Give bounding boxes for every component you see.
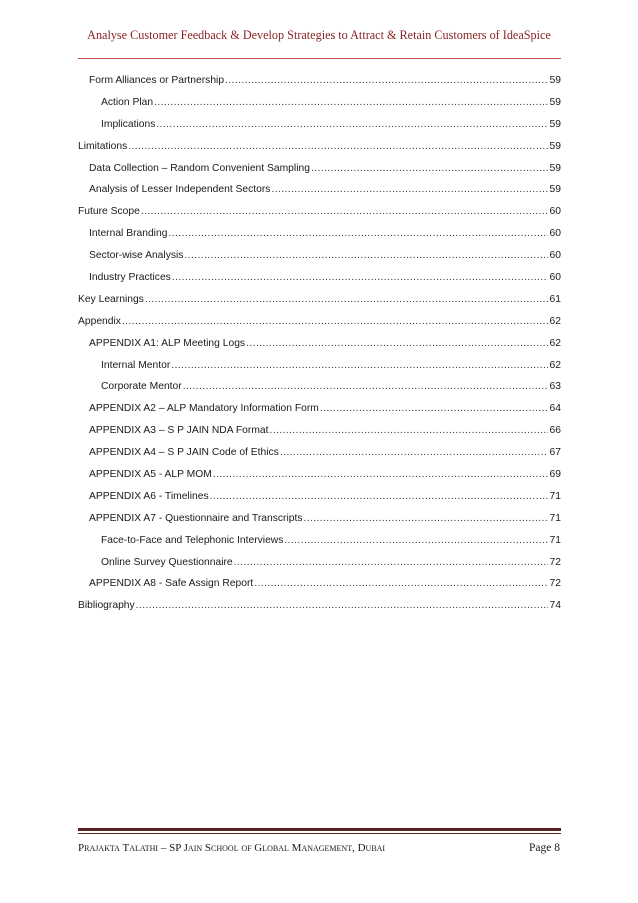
toc-entry-page: 67 (549, 447, 561, 459)
toc-entry[interactable] (78, 250, 561, 272)
toc-entry-page: 59 (549, 75, 561, 86)
toc-entry-page: 60 (549, 206, 561, 218)
toc-entry-title: APPENDIX A3 – S P JAIN NDA Format (89, 425, 269, 437)
toc-entry-page: 69 (549, 469, 561, 481)
toc-entry[interactable] (78, 294, 561, 316)
toc-dot-leader (184, 250, 547, 261)
toc-entry[interactable] (78, 141, 561, 163)
toc-entry-title: Form Alliances or Partnership (89, 75, 225, 86)
toc-entry-title: Analysis of Lesser Independent Sectors (89, 184, 271, 196)
toc-entry-title: Action Plan (101, 96, 154, 108)
toc-dot-leader (225, 75, 547, 86)
toc-entry-page: 72 (549, 578, 561, 590)
toc-entry-page: 64 (549, 403, 561, 415)
toc-entry-page: 66 (549, 425, 561, 437)
toc-dot-leader (128, 141, 547, 152)
toc-entry-title: Limitations (78, 140, 128, 152)
toc-entry[interactable] (78, 360, 561, 382)
toc-dot-leader (270, 425, 548, 436)
toc-entry[interactable] (78, 75, 561, 97)
toc-entry[interactable] (78, 163, 561, 185)
toc-entry[interactable] (78, 535, 561, 557)
toc-dot-leader (141, 206, 548, 217)
footer-author-line: Prajakta Talathi – SP Jain School of Global Management, Dubai (78, 842, 386, 854)
toc-dot-leader (213, 469, 548, 480)
toc-entry[interactable] (78, 228, 561, 250)
toc-entry[interactable] (78, 469, 561, 491)
toc-entry-title: APPENDIX A6 - Timelines (89, 490, 209, 502)
toc-entry-title: Future Scope (78, 206, 140, 218)
toc-entry-page: 71 (549, 490, 561, 502)
toc-dot-leader (254, 578, 547, 589)
toc-dot-leader (280, 447, 548, 458)
toc-entry-title: Appendix (78, 315, 121, 327)
running-header: Analyse Customer Feedback & Develop Strategies to Attract & Retain Customers of IdeaSpice (87, 28, 551, 42)
toc-entry-title: Internal Mentor (101, 359, 171, 371)
toc-dot-leader (246, 338, 547, 349)
toc-dot-leader (172, 272, 548, 283)
toc-entry[interactable] (78, 578, 561, 600)
toc-entry[interactable] (78, 381, 561, 403)
toc-entry[interactable] (78, 97, 561, 119)
toc-entry-title: APPENDIX A2 – ALP Mandatory Information Form (89, 403, 319, 415)
toc-dot-leader (284, 535, 547, 546)
toc-entry-title: Data Collection – Random Convenient Sampling (89, 162, 310, 174)
toc-entry[interactable] (78, 491, 561, 513)
toc-dot-leader (156, 119, 547, 130)
toc-entry-title: Face-to-Face and Telephonic Interviews (101, 534, 284, 546)
toc-entry-title: Sector-wise Analysis (89, 250, 184, 262)
toc-entry-title: APPENDIX A5 - ALP MOM (89, 469, 212, 481)
toc-dot-leader (136, 600, 548, 611)
toc-entry-page: 60 (549, 250, 561, 262)
toc-entry[interactable] (78, 600, 561, 622)
toc-entry[interactable] (78, 513, 561, 535)
toc-entry-page: 59 (549, 184, 561, 196)
toc-entry[interactable] (78, 184, 561, 206)
toc-entry-page: 59 (549, 118, 561, 130)
toc-entry[interactable] (78, 557, 561, 579)
toc-entry-page: 60 (549, 228, 561, 240)
toc-entry[interactable] (78, 119, 561, 141)
toc-dot-leader (183, 381, 548, 392)
toc-dot-leader (210, 491, 548, 502)
toc-dot-leader (311, 163, 548, 174)
toc-entry[interactable] (78, 206, 561, 228)
toc-entry-page: 59 (549, 140, 561, 152)
toc-dot-leader (171, 360, 547, 371)
table-of-contents (78, 75, 561, 622)
toc-entry-page: 60 (549, 272, 561, 284)
toc-entry-page: 74 (549, 600, 561, 612)
toc-entry-title: APPENDIX A7 - Questionnaire and Transcripts (89, 512, 303, 524)
toc-entry[interactable] (78, 316, 561, 338)
toc-entry-page: 59 (549, 162, 561, 174)
toc-dot-leader (122, 316, 548, 327)
toc-entry-page: 62 (549, 359, 561, 371)
toc-entry-page: 71 (549, 512, 561, 524)
toc-entry-page: 62 (549, 315, 561, 327)
toc-entry[interactable] (78, 425, 561, 447)
toc-entry[interactable] (78, 338, 561, 360)
toc-entry-page: 61 (549, 293, 561, 305)
toc-entry-title: APPENDIX A4 – S P JAIN Code of Ethics (89, 447, 279, 459)
footer-page-number: Page 8 (529, 842, 560, 854)
header-rule (78, 58, 561, 59)
toc-entry[interactable] (78, 272, 561, 294)
toc-dot-leader (145, 294, 548, 305)
toc-entry-title: Industry Practices (89, 272, 171, 284)
toc-entry-page: 72 (549, 556, 561, 568)
toc-dot-leader (234, 557, 548, 568)
toc-entry-title: Corporate Mentor (101, 381, 182, 393)
toc-entry-title: Internal Branding (89, 228, 168, 240)
toc-dot-leader (303, 513, 547, 524)
toc-entry[interactable] (78, 447, 561, 469)
footer-rule-thick (78, 828, 561, 831)
toc-dot-leader (320, 403, 548, 414)
toc-entry-title: Bibliography (78, 600, 135, 612)
toc-entry-page: 62 (549, 337, 561, 349)
footer-rule-thin (78, 833, 561, 834)
toc-entry-page: 59 (549, 96, 561, 108)
toc-entry-title: APPENDIX A8 - Safe Assign Report (89, 578, 254, 590)
toc-entry[interactable] (78, 403, 561, 425)
toc-dot-leader (168, 228, 547, 239)
toc-entry-page: 63 (549, 381, 561, 393)
toc-dot-leader (154, 97, 547, 108)
toc-entry-title: Online Survey Questionnaire (101, 556, 233, 568)
toc-entry-page: 71 (549, 534, 561, 546)
toc-entry-title: Key Learnings (78, 293, 144, 305)
toc-entry-title: APPENDIX A1: ALP Meeting Logs (89, 337, 246, 349)
toc-dot-leader (271, 184, 547, 195)
toc-entry-title: Implications (101, 118, 156, 130)
